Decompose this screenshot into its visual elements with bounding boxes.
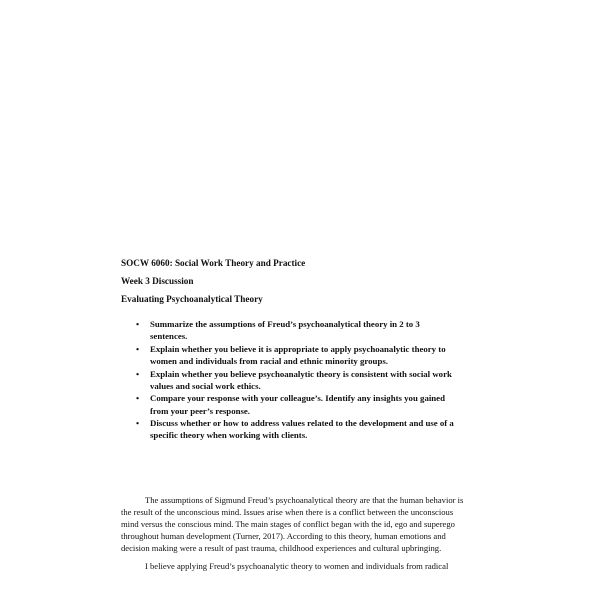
- list-item: [136, 417, 456, 441]
- document-header: [121, 258, 451, 312]
- bullet-icon: •: [136, 319, 140, 329]
- paragraph: I believe applying Freud’s psychoanalytic theory to women and individuals from radical: [145, 561, 449, 572]
- course-title: SOCW 6060: Social Work Theory and Practice: [121, 258, 306, 268]
- list-item: [136, 318, 456, 342]
- week-label: Week 3 Discussion: [121, 276, 194, 286]
- bullet-icon: •: [136, 368, 140, 379]
- list-item: [136, 343, 456, 367]
- list-item-text: Summarize the assumptions of Freud’s psychoanalytical theory in 2 to 3 sentences.: [150, 319, 420, 342]
- paragraph: The assumptions of Sigmund Freud’s psychoanalytical theory are that the human behavior is the result of the unconscious mind. Issues arise when there is a conflict between the unconscious mind versus the conscious mind. The main stages of conflict began with the id, ego and superego throughout human development (Turner, 2017). According to this theory, human emotions and decision making were a result of past trauma, childhood experiences and cultural upbringing.: [121, 495, 464, 554]
- bullet-icon: •: [136, 393, 140, 404]
- list-item: [136, 392, 456, 416]
- body-text: [121, 494, 467, 579]
- list-item: [136, 368, 456, 392]
- list-item-text: Discuss whether or how to address values related to the development and use of a specific theory when working with clients.: [150, 418, 454, 441]
- list-item-text: Explain whether you believe psychoanalytic theory is consistent with social work values and social work ethics.: [150, 368, 452, 391]
- list-item-text: Compare your response with your colleague’s. Identify any insights you gained from your peer’s response.: [150, 393, 445, 416]
- instruction-list: [136, 318, 456, 442]
- bullet-icon: •: [136, 343, 140, 354]
- list-item-text: Explain whether you believe it is appropriate to apply psychoanalytic theory to women and individuals from racial and ethnic minority groups.: [150, 343, 446, 366]
- bullet-icon: •: [136, 418, 140, 429]
- topic-title: Evaluating Psychoanalytical Theory: [121, 294, 263, 304]
